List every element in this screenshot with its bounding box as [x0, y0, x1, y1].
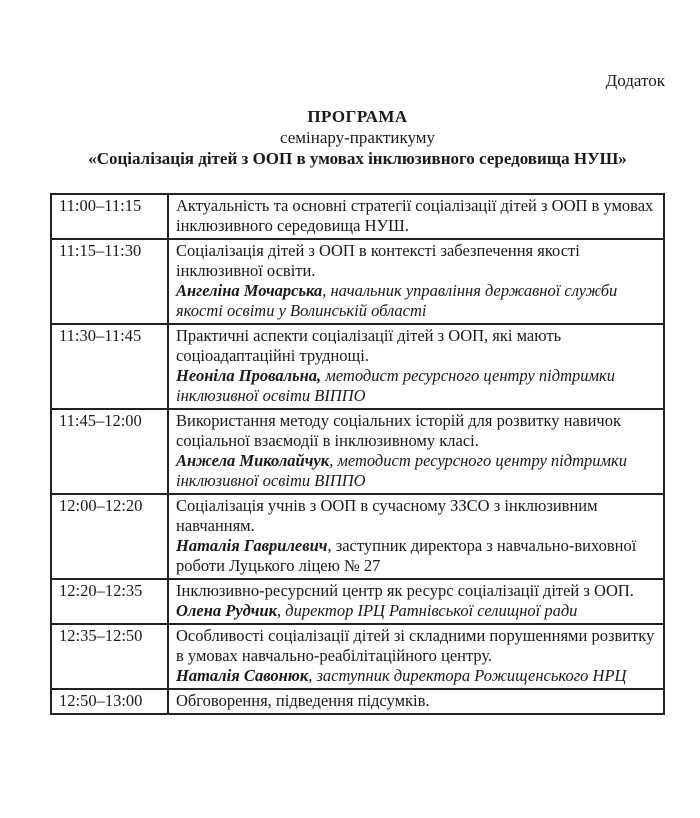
topic-text: Особливості соціалізації дітей зі складними порушеннями розвитку в умовах навчально-реабілітаційного центру.	[176, 626, 655, 665]
schedule-table-body	[51, 194, 664, 714]
table-row	[51, 409, 664, 494]
annex-label: Додаток	[605, 71, 665, 90]
document-content	[50, 0, 665, 715]
speaker-line	[176, 666, 659, 686]
table-row	[51, 689, 664, 714]
speaker-name: Неоніла Провальна,	[176, 366, 322, 385]
speaker-name: Анжела Миколайчук	[176, 451, 330, 470]
speaker-role: , директор ІРЦ Ратнівської селищної ради	[276, 601, 578, 620]
table-row	[51, 239, 664, 324]
speaker-line	[176, 536, 659, 576]
time-cell: 12:50–13:00	[51, 689, 168, 714]
speaker-role: , методист ресурсного центру підтримки інклюзивної освіти ВІППО	[176, 451, 628, 490]
content-cell	[168, 689, 664, 714]
time-cell: 11:45–12:00	[51, 409, 168, 494]
table-row	[51, 194, 664, 239]
topic-text: Актуальність та основні стратегії соціалізації дітей з ООП в умовах інклюзивного середовища НУШ.	[176, 196, 654, 235]
time-cell: 12:35–12:50	[51, 624, 168, 689]
table-row	[51, 494, 664, 579]
speaker-line	[176, 366, 659, 406]
time-cell: 12:00–12:20	[51, 494, 168, 579]
content-cell	[168, 239, 664, 324]
title-block	[50, 106, 665, 169]
speaker-role: , начальник управління державної служби якості освіти у Волинській області	[176, 281, 618, 320]
table-row	[51, 324, 664, 409]
time-cell: 11:15–11:30	[51, 239, 168, 324]
speaker-role: , заступник директора з навчально-виховної роботи Луцького ліцею № 27	[176, 536, 637, 575]
topic-text: Інклюзивно-ресурсний центр як ресурс соціалізації дітей з ООП.	[176, 581, 634, 600]
content-cell	[168, 409, 664, 494]
content-cell	[168, 194, 664, 239]
time-cell: 12:20–12:35	[51, 579, 168, 624]
table-row	[51, 624, 664, 689]
topic-text: Соціалізація учнів з ООП в сучасному ЗЗСО з інклюзивним навчанням.	[176, 496, 598, 535]
speaker-role: , заступник директора Рожищенського НРЦ	[308, 666, 627, 685]
speaker-name: Олена Рудчик	[176, 601, 277, 620]
time-cell: 11:30–11:45	[51, 324, 168, 409]
speaker-name: Наталія Савонюк	[176, 666, 309, 685]
speaker-line	[176, 601, 659, 621]
speaker-name: Ангеліна Мочарська	[176, 281, 323, 300]
page-subtitle: семінару-практикуму	[279, 128, 436, 147]
speaker-line	[176, 281, 659, 321]
content-cell	[168, 494, 664, 579]
page-title: ПРОГРАМА	[307, 107, 408, 126]
content-cell	[168, 324, 664, 409]
schedule-table	[50, 193, 665, 715]
speaker-line	[176, 451, 659, 491]
speaker-role: методист ресурсного центру підтримки інклюзивної освіти ВІППО	[176, 366, 615, 405]
table-row	[51, 579, 664, 624]
seminar-title: «Соціалізація дітей з ООП в умовах інклюзивного середовища НУШ»	[88, 149, 627, 168]
speaker-name: Наталія Гаврилевич	[176, 536, 328, 555]
content-cell	[168, 624, 664, 689]
content-cell	[168, 579, 664, 624]
topic-text: Практичні аспекти соціалізації дітей з ООП, які мають соціоадаптаційні труднощі.	[176, 326, 562, 365]
topic-text: Використання методу соціальних історій для розвитку навичок соціальної взаємодії в інклюзивному класі.	[176, 411, 621, 450]
time-cell: 11:00–11:15	[51, 194, 168, 239]
topic-text: Обговорення, підведення підсумків.	[176, 691, 430, 710]
topic-text: Соціалізація дітей з ООП в контексті забезпечення якості інклюзивної освіти.	[176, 241, 580, 280]
